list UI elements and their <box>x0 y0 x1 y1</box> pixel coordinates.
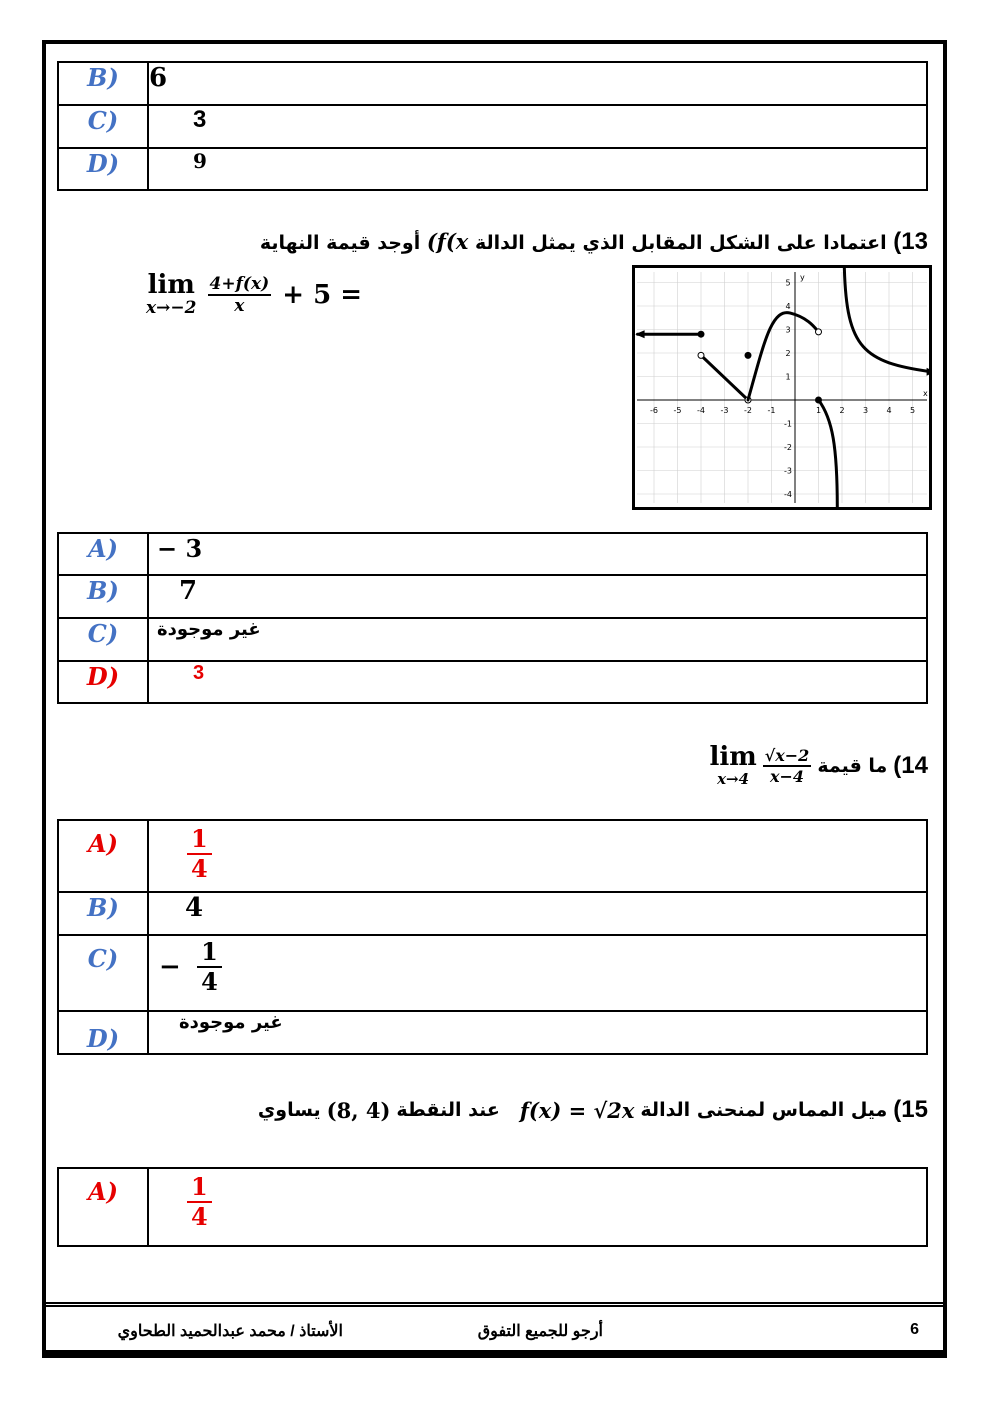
point-coordinates: (8, 4) <box>326 1097 391 1123</box>
fraction-numerator: 4+f(x) <box>209 274 270 294</box>
x-tick-label: 4 <box>886 406 892 415</box>
isolated-point <box>745 352 752 359</box>
x-tick-label: 5 <box>909 406 916 415</box>
fraction <box>187 825 212 883</box>
option-value: 4 <box>148 892 927 935</box>
option-row-correct[interactable] <box>58 820 927 892</box>
limit-tail: + 5 = <box>282 280 363 310</box>
option-label: C) <box>58 618 148 661</box>
y-tick-label: -4 <box>784 490 792 499</box>
option-value: 7 <box>148 575 927 618</box>
q15-question <box>258 1096 928 1124</box>
y-axis-label: y <box>800 273 805 282</box>
q14-options-table <box>57 819 928 1055</box>
y-tick-label: -1 <box>784 419 792 429</box>
question-text: عند النقطة <box>396 1099 500 1121</box>
q13-question <box>260 228 928 256</box>
option-value <box>148 1168 927 1246</box>
option-label: B) <box>58 62 148 105</box>
option-row[interactable] <box>58 1011 927 1054</box>
option-value: 9 <box>148 148 927 190</box>
graph-curve-hump <box>748 313 819 400</box>
x-tick-label: -5 <box>673 406 682 415</box>
limit-fraction <box>208 274 272 316</box>
q13-limit-expression <box>146 272 362 318</box>
option-row[interactable] <box>58 618 927 661</box>
closed-point <box>698 331 705 338</box>
fraction-numerator: 1 <box>197 938 222 968</box>
option-label: A) <box>58 533 148 575</box>
option-value: − 3 <box>148 533 927 575</box>
q12-options-table <box>57 61 928 191</box>
option-value: غير موجودة <box>148 1011 927 1054</box>
footer-wish: أرجو للجميع التفوق <box>477 1323 603 1340</box>
page-footer <box>46 1302 943 1354</box>
open-point <box>698 352 704 358</box>
option-row[interactable] <box>58 892 927 935</box>
page-number: 6 <box>910 1321 919 1338</box>
x-tick-label: 3 <box>862 406 869 415</box>
graph-curve-right <box>844 268 929 371</box>
function-notation: (f(x <box>426 229 469 254</box>
option-label: A) <box>58 1168 148 1246</box>
function-expression: f(x) = √2x <box>519 1097 635 1123</box>
option-label: A) <box>58 820 148 892</box>
option-row-correct[interactable] <box>58 661 927 703</box>
fraction-denominator: x <box>234 296 245 316</box>
question-text: ما قيمة <box>817 755 888 777</box>
x-tick-label: 2 <box>839 406 845 415</box>
x-tick-label: -2 <box>744 406 752 415</box>
option-row[interactable] <box>58 575 927 618</box>
option-row[interactable] <box>58 533 927 575</box>
option-value: غير موجودة <box>148 618 927 661</box>
x-tick-label: -1 <box>767 406 776 415</box>
q15-options-table <box>57 1167 928 1247</box>
question-number: 14) <box>893 752 928 779</box>
y-tick-label: -2 <box>784 443 792 452</box>
arrow-head <box>927 368 929 376</box>
lim-subscript: x→4 <box>717 770 750 788</box>
arrow-head <box>635 330 644 338</box>
lim-word: lim <box>147 270 195 300</box>
limit-operator <box>146 272 196 318</box>
option-row[interactable] <box>58 148 927 190</box>
fraction-numerator: 1 <box>187 825 212 855</box>
question-number: 13) <box>893 228 928 255</box>
graph-svg <box>635 268 929 507</box>
option-label: C) <box>58 935 148 1011</box>
option-value: 3 <box>148 661 927 703</box>
option-label: B) <box>58 892 148 935</box>
lim-word: lim <box>709 742 757 772</box>
fraction-denominator: x−4 <box>769 767 805 786</box>
footer-teacher: الأستاذ / محمد عبدالحميد الطحاوي <box>117 1323 343 1340</box>
option-row[interactable] <box>58 62 927 105</box>
fraction <box>187 1173 212 1231</box>
x-tick-label: -4 <box>697 406 705 415</box>
fraction <box>197 938 222 996</box>
q13-options-table <box>57 532 928 704</box>
option-row[interactable] <box>58 935 927 1011</box>
negative-sign: − <box>159 952 181 982</box>
option-value <box>148 935 927 1011</box>
option-label: D) <box>58 661 148 703</box>
fraction-denominator: 4 <box>201 967 218 996</box>
fraction-denominator: 4 <box>191 854 208 883</box>
y-tick-label: -3 <box>784 466 792 476</box>
q14-question <box>709 744 928 788</box>
y-tick-label: 3 <box>785 325 791 335</box>
option-label: D) <box>58 1011 148 1054</box>
y-tick-label: 5 <box>785 278 791 288</box>
x-tick-label: -6 <box>650 406 658 415</box>
limit-fraction <box>763 746 812 786</box>
y-tick-label: 1 <box>785 372 791 382</box>
limit-operator <box>709 744 756 788</box>
fraction-numerator: √x−2 <box>764 746 810 765</box>
question-text: ميل المماس لمنحنى الدالة <box>640 1099 888 1121</box>
x-axis-label: x <box>923 389 928 398</box>
option-row-correct[interactable] <box>58 1168 927 1246</box>
lim-subscript: x→−2 <box>146 298 197 318</box>
x-tick-label: 1 <box>815 406 822 415</box>
option-value <box>148 820 927 892</box>
option-value: 6 <box>148 62 927 105</box>
question-number: 15) <box>893 1096 928 1123</box>
fraction-denominator: 4 <box>191 1202 208 1231</box>
option-label: C) <box>58 105 148 148</box>
question-text: اعتمادا على الشكل المقابل الذي يمثل الدالة <box>474 232 887 254</box>
option-label: D) <box>58 148 148 190</box>
fraction-numerator: 1 <box>187 1173 212 1203</box>
question-text: يساوي <box>257 1099 321 1121</box>
option-label: B) <box>58 575 148 618</box>
y-tick-label: 4 <box>785 302 791 311</box>
open-point <box>816 329 822 335</box>
x-tick-label: -3 <box>720 406 729 415</box>
question-text: أوجد قيمة النهاية <box>259 232 421 254</box>
option-row[interactable] <box>58 105 927 148</box>
function-graph <box>632 265 932 510</box>
y-tick-label: 2 <box>785 349 791 358</box>
option-value: 3 <box>148 105 927 148</box>
graph-curve-lower <box>819 400 838 507</box>
